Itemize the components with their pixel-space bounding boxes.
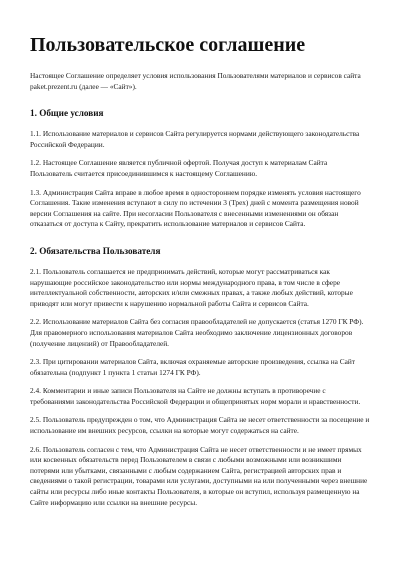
intro-paragraph: Настоящее Соглашение определяет условия использования Пользователями материалов и сервисов сайта paket.prezent.ru (далее — «Сайт»). (30, 71, 361, 91)
paragraph-2-3: 2.3. При цитировании материалов Сайта, включая охраняемые авторские произведения, ссылка на Сайт обязательна (подпункт 1 пункта 1 статьи 1274 ГК РФ). (30, 357, 356, 377)
paragraph-1-3: 1.3. Администрация Сайта вправе в любое время в одностороннем порядке изменять условия настоящего Соглашения. Такие изменения вступают в силу по истечении 3 (Трех) дней с момента размещения новой версии Соглашения на сайте. При несогласии Пользователя с внесенными изменениями он обязан отказаться от доступа к Сайту, прекратить использование материалов и сервисов Сайта. (30, 187, 361, 229)
document-title: Пользовательское соглашение (30, 34, 306, 56)
section-heading: 1. Общие условия (30, 108, 104, 119)
paragraph-1-2: 1.2. Настоящее Соглашение является публичной офертой. Получая доступ к материалам Сайта Пользователь считается присоединившимся к настоящему Соглашению. (30, 158, 328, 178)
paragraph-2-4: 2.4. Комментарии и иные записи Пользователя на Сайте не должны вступать в противоречие с требованиями законодательства Российской Федерации и общепринятых норм морали и нравственности. (30, 386, 361, 406)
paragraph-2-6: 2.6. Пользователь согласен с тем, что Администрация Сайта не несет ответственности и не имеет прямых или косвенных обязательств перед Пользователем в связи с любыми возможными или возникшими потерями или убытками, связанными с любым содержанием Сайта, регистрацией авторских прав и сведениями о такой регистрации, товарами или услугами, доступными на или полученными через внешние сайты или ресурсы либо иные контакты Пользователя, в которые он вступил, используя размещенную на Сайте информацию или ссылки на внешние ресурсы. (30, 444, 368, 507)
paragraph-1-1: 1.1. Использование материалов и сервисов Сайта регулируется нормами действующего законодательства Российской Федерации. (30, 129, 360, 149)
paragraph-2-5: 2.5. Пользователь предупрежден о том, что Администрация Сайта не несет ответственности за посещение и использование им внешних ресурсов, ссылки на которые могут содержаться на сайте. (30, 415, 370, 436)
paragraph-2-2: 2.2. Использование материалов Сайта без согласия правообладателей не допускается (статья 1270 ГК РФ). Для правомерного использования материалов Сайта необходимо заключение лицензионных договоров (получение лицензий) от Правообладателей. (30, 317, 364, 348)
section-heading: 2. Обязательства Пользователя (30, 245, 161, 256)
paragraph-2-1: 2.1. Пользователь соглашается не предпринимать действий, которые могут рассматриваться как нарушающие российское законодательство или нормы международного права, в том числе в сфере интеллектуальной собственности, авторских и/или смежных правах, а также любых действий, которые приводят или могут привести к нарушению нормальной работы Сайта и сервисов Сайта. (30, 266, 353, 308)
